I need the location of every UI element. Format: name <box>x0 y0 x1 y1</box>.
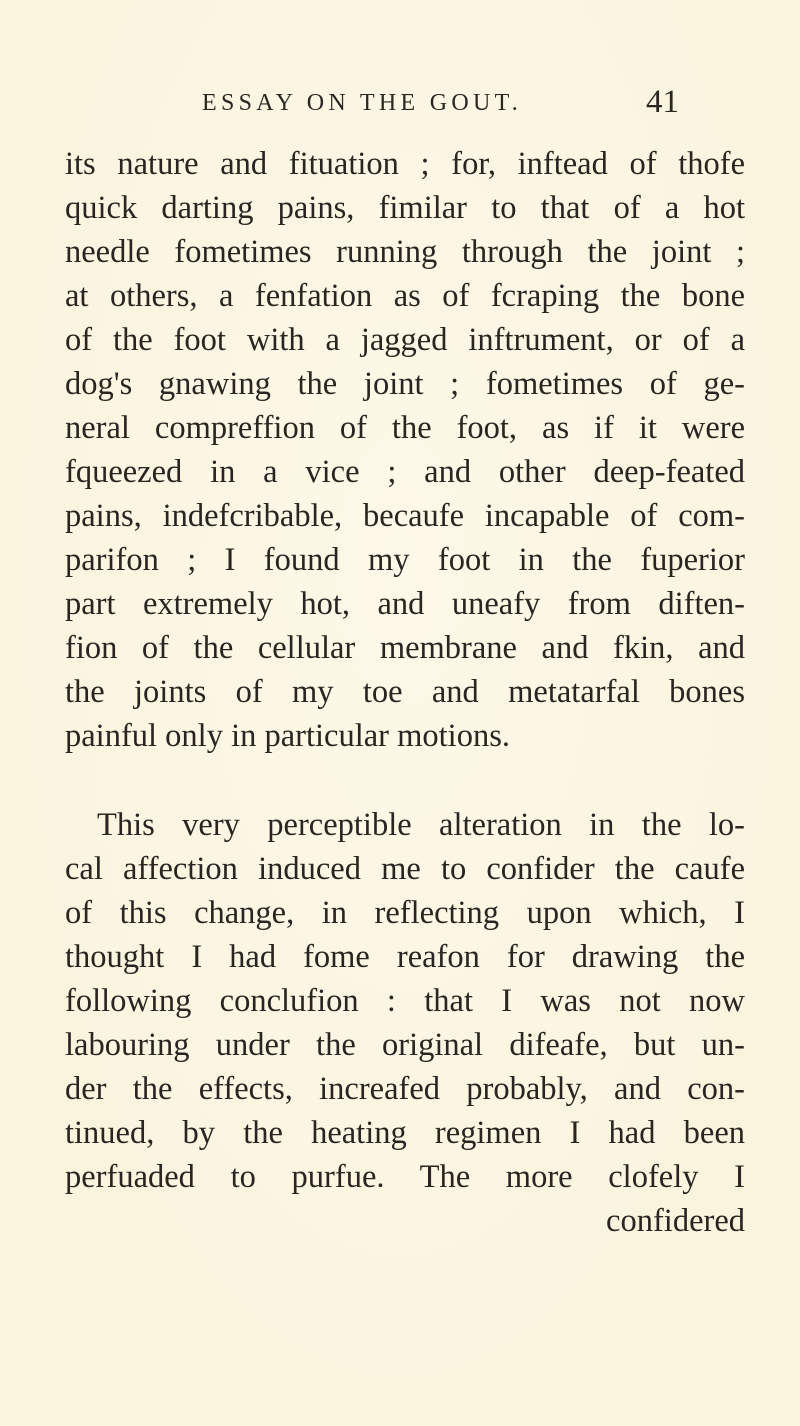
text-line: of the foot with a jagged inftrument, or of a <box>65 322 745 358</box>
paragraph-gap <box>65 758 745 803</box>
text-line: the joints of my toe and metatarfal bones <box>65 674 745 710</box>
text-line: der the effects, increafed probably, and con- <box>65 1071 745 1107</box>
text-line: needle fometimes running through the joint ; <box>65 234 745 270</box>
text-line: tinued, by the heating regimen I had been <box>65 1115 745 1151</box>
page-number: 41 <box>646 84 679 120</box>
text-line: painful only in particular motions. <box>65 718 510 754</box>
text-line: at others, a fenfation as of fcraping the bone <box>65 278 745 314</box>
text-line: labouring under the original difeafe, but un- <box>65 1027 745 1063</box>
text-line: quick darting pains, fimilar to that of a hot <box>65 190 745 226</box>
text-line: its nature and fituation ; for, inftead of thofe <box>65 146 745 182</box>
text-line: fqueezed in a vice ; and other deep-feated <box>65 454 745 490</box>
text-line: This very perceptible alteration in the lo- <box>97 807 745 843</box>
running-title: ESSAY ON THE GOUT. <box>202 90 523 116</box>
text-line: neral compreffion of the foot, as if it were <box>65 410 745 446</box>
paragraph-1 <box>65 142 745 758</box>
text-line: pains, indefcribable, becaufe incapable of com- <box>65 498 745 534</box>
text-line: of this change, in reflecting upon which, I <box>65 895 745 931</box>
text-line: thought I had fome reafon for drawing the <box>65 939 745 975</box>
text-line: parifon ; I found my foot in the fuperior <box>65 542 745 578</box>
body-text <box>65 142 745 1243</box>
text-line: dog's gnawing the joint ; fometimes of ge- <box>65 366 745 402</box>
text-line: cal affection induced me to confider the caufe <box>65 851 745 887</box>
catchword: confidered <box>606 1203 745 1239</box>
text-line: part extremely hot, and uneafy from diften- <box>65 586 745 622</box>
text-line: fion of the cellular membrane and fkin, and <box>65 630 745 666</box>
running-head <box>0 84 800 128</box>
text-line: perfuaded to purfue. The more clofely I <box>65 1159 745 1195</box>
text-line: following conclufion : that I was not now <box>65 983 745 1019</box>
paragraph-2 <box>65 803 745 1243</box>
